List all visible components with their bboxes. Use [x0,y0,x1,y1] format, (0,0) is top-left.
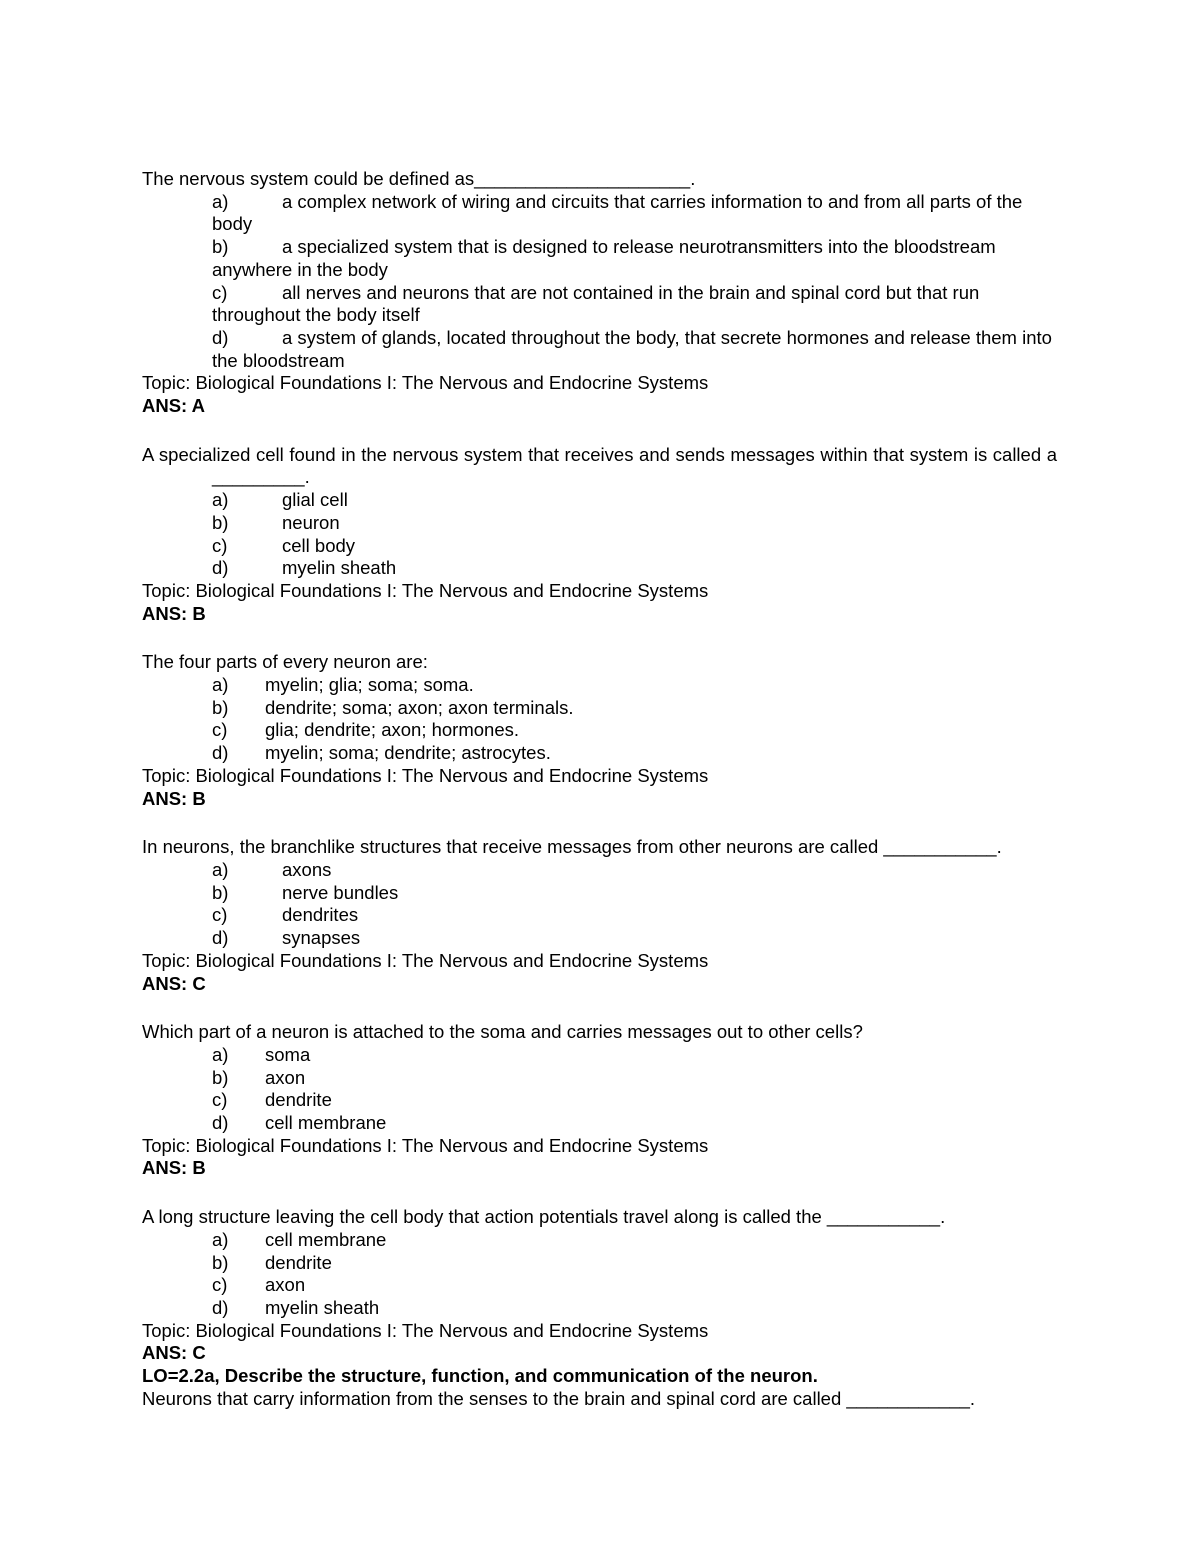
option-text: myelin sheath [265,1296,380,1318]
option-letter: a) [212,858,229,880]
option-text: dendrite [265,1251,332,1273]
option-text: neuron [282,511,340,533]
question-stem: Which part of a neuron is attached to the soma and carries messages out to other cells? [142,1021,863,1043]
option-letter: a) [212,190,229,212]
question-5 [142,1021,1057,1180]
answer-option [142,1297,1057,1320]
answer-option [142,742,1057,765]
option-text: glia; dendrite; axon; hormones. [265,719,520,741]
option-text: dendrites [282,904,359,926]
option-letter: a) [212,489,229,511]
answer-option [142,1229,1057,1252]
option-letter: c) [212,719,228,741]
question-stem: The nervous system could be defined as_____________________. [142,168,696,189]
answer-options [142,674,1057,765]
question-topic: Topic: Biological Foundations I: The Nervous and Endocrine Systems [142,1134,709,1156]
next-question-stem: Neurons that carry information from the senses to the brain and spinal cord are called ____________. [142,1387,975,1409]
option-text: myelin sheath [282,557,397,579]
option-text: dendrite [265,1089,332,1111]
answer-option [142,236,1057,281]
question-stem: A long structure leaving the cell body that action potentials travel along is called the ___________. [142,1206,946,1228]
question-3 [142,651,1057,810]
option-letter: d) [212,1296,229,1318]
answer-option [142,191,1057,236]
answer-option [142,674,1057,697]
option-text: axon [265,1274,306,1296]
question-stem: A specialized cell found in the nervous system that receives and sends messages within that system is called a _________. [142,443,1057,488]
answer-option [142,1067,1057,1090]
question-answer: ANS: B [142,787,206,809]
answer-option [142,1274,1057,1297]
question-answer: ANS: C [142,1342,206,1364]
question-answer: ANS: C [142,972,206,994]
answer-options [142,489,1057,580]
option-letter: c) [212,281,228,303]
option-letter: b) [212,1251,229,1273]
answer-option [142,904,1057,927]
answer-option [142,1252,1057,1275]
option-text: all nerves and neurons that are not contained in the brain and spinal cord but that run throughout the body itself [212,281,980,326]
option-text: a specialized system that is designed to release neurotransmitters into the bloodstream anywhere in the body [212,236,996,280]
question-answer: ANS: B [142,1157,206,1179]
option-letter: d) [212,927,229,949]
answer-options [142,191,1057,373]
option-letter: d) [212,326,229,348]
option-text: cell body [282,534,356,556]
question-answer: ANS: B [142,602,206,624]
option-text: cell membrane [265,1112,387,1134]
question-stem: In neurons, the branchlike structures that receive messages from other neurons are called ___________. [142,836,1002,858]
option-letter: b) [212,236,229,258]
question-topic: Topic: Biological Foundations I: The Nervous and Endocrine Systems [142,372,709,394]
question-topic: Topic: Biological Foundations I: The Nervous and Endocrine Systems [142,1319,709,1341]
answer-option [142,1112,1057,1135]
option-letter: d) [212,557,229,579]
option-text: axons [282,858,332,880]
option-letter: c) [212,1089,228,1111]
option-text: myelin; glia; soma; soma. [265,674,474,696]
answer-option [142,697,1057,720]
question-topic: Topic: Biological Foundations I: The Nervous and Endocrine Systems [142,949,709,971]
option-letter: b) [212,696,229,718]
question-1 [142,168,1057,418]
question-2 [142,444,1057,626]
question-topic: Topic: Biological Foundations I: The Nervous and Endocrine Systems [142,764,709,786]
answer-option [142,282,1057,327]
option-text: dendrite; soma; axon; axon terminals. [265,696,574,718]
option-letter: c) [212,1274,228,1296]
answer-options [142,859,1057,950]
question-topic: Topic: Biological Foundations I: The Nervous and Endocrine Systems [142,579,709,601]
answer-option [142,719,1057,742]
question-stem: The four parts of every neuron are: [142,651,428,673]
answer-option [142,1089,1057,1112]
option-letter: c) [212,904,228,926]
option-text: myelin; soma; dendrite; astrocytes. [265,742,551,764]
option-text: cell membrane [265,1228,387,1250]
learning-objective: LO=2.2a, Describe the structure, function, and communication of the neuron. [142,1365,818,1387]
option-letter: b) [212,881,229,903]
option-text: soma [265,1043,311,1065]
answer-option [142,489,1057,512]
option-letter: b) [212,511,229,533]
answer-option [142,557,1057,580]
answer-options [142,1044,1057,1135]
option-letter: b) [212,1066,229,1088]
option-letter: d) [212,742,229,764]
answer-option [142,512,1057,535]
answer-options [142,1229,1057,1320]
option-text: a complex network of wiring and circuits that carries information to and from all parts of the body [212,190,1023,235]
answer-option [142,1044,1057,1067]
document-page [142,168,1057,1410]
option-letter: d) [212,1112,229,1134]
answer-option [142,327,1057,372]
option-letter: c) [212,534,228,556]
question-answer: ANS: A [142,395,206,417]
option-text: nerve bundles [282,881,399,903]
option-text: axon [265,1066,306,1088]
answer-option [142,535,1057,558]
option-letter: a) [212,674,229,696]
option-letter: a) [212,1043,229,1065]
option-letter: a) [212,1228,229,1250]
question-4 [142,836,1057,995]
option-text: a system of glands, located throughout the body, that secrete hormones and release them into the bloodstream [212,326,1052,371]
answer-option [142,882,1057,905]
answer-option [142,859,1057,882]
question-6 [142,1206,1057,1410]
option-text: synapses [282,927,361,949]
option-text: glial cell [282,489,348,511]
answer-option [142,927,1057,950]
